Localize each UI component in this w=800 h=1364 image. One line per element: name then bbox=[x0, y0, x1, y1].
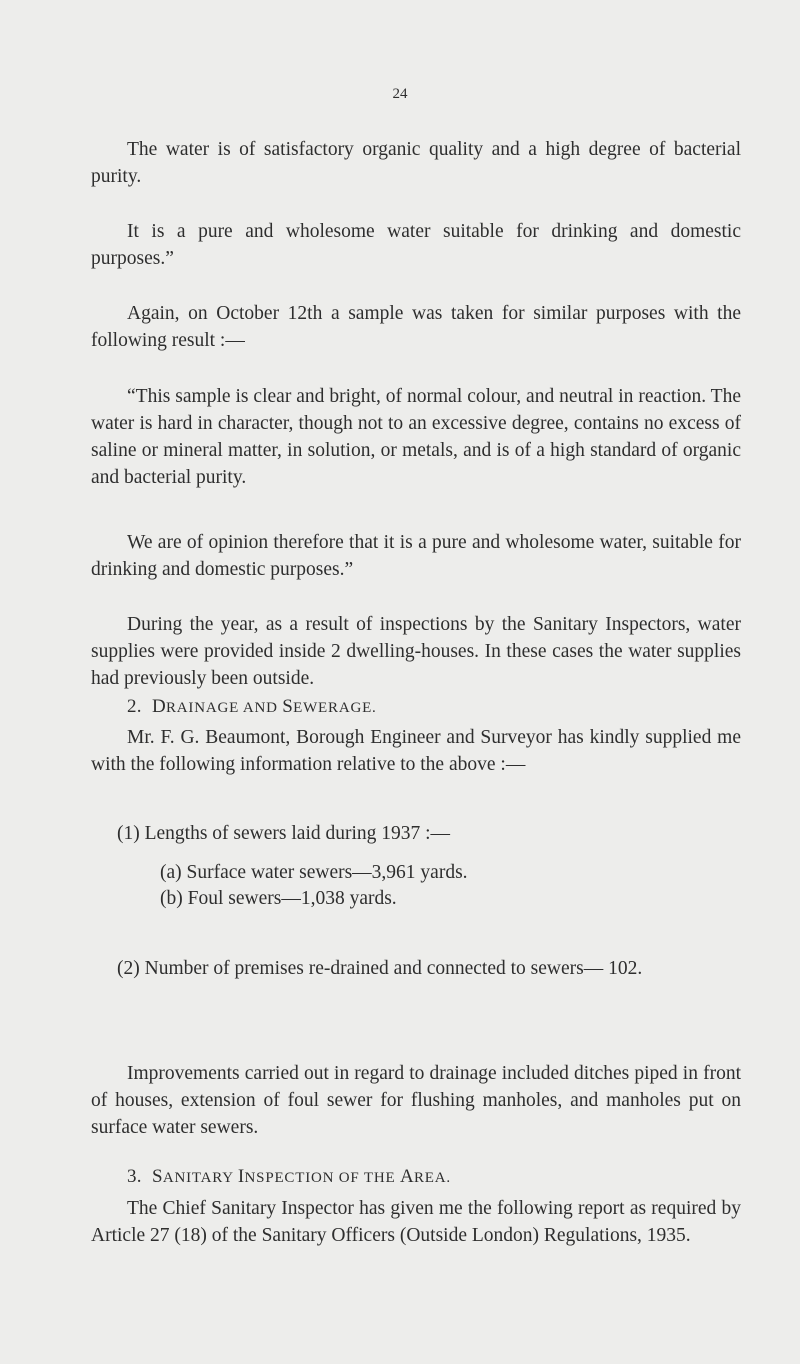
paragraph-wholesome: It is a pure and wholesome water suitable for drinking and domestic purposes.” bbox=[91, 221, 741, 269]
page-number: 24 bbox=[392, 86, 408, 102]
list-item-premises: (2) Number of premises re-drained and connected to sewers— 102. bbox=[117, 958, 643, 979]
section-heading-drainage: 2. DRAINAGE AND SEWERAGE. bbox=[127, 696, 377, 717]
list-item-sewer-lengths: (1) Lengths of sewers laid during 1937 :— bbox=[117, 823, 451, 844]
list-subitem-foul-sewers: (b) Foul sewers—1,038 yards. bbox=[160, 888, 397, 909]
section-number: 2. bbox=[127, 696, 142, 717]
paragraph-sample-result: “This sample is clear and bright, of normal colour, and neutral in reaction. The water is hard in character, though not to an excessive degree, contains no excess of saline or mineral matter, in solution, or metals, and is of a high standard of organic and bacterial purity. bbox=[91, 386, 741, 488]
paragraph-chief-inspector: The Chief Sanitary Inspector has given me the following report as required by Article 27 (18) of the Sanitary Officers (Outside London) Regulations, 1935. bbox=[91, 1198, 741, 1246]
paragraph-inspections: During the year, as a result of inspections by the Sanitary Inspectors, water supplies were provided inside 2 dwelling-houses. In these cases the water supplies had previously been outside. bbox=[91, 614, 741, 689]
paragraph-engineer: Mr. F. G. Beaumont, Borough Engineer and Surveyor has kindly supplied me with the following information relative to the above :— bbox=[91, 727, 741, 775]
paragraph-opinion: We are of opinion therefore that it is a pure and wholesome water, suitable for drinking and domestic purposes.” bbox=[91, 532, 741, 580]
paragraph-october-sample: Again, on October 12th a sample was taken for similar purposes with the following result :— bbox=[91, 303, 741, 351]
paragraph-water-quality: The water is of satisfactory organic quality and a high degree of bacterial purity. bbox=[91, 139, 741, 187]
section-number: 3. bbox=[127, 1166, 142, 1187]
list-subitem-surface-water: (a) Surface water sewers—3,961 yards. bbox=[160, 862, 468, 883]
paragraph-improvements: Improvements carried out in regard to drainage included ditches piped in front of houses, extension of foul sewer for flushing manholes, and manholes put on surface water sewers. bbox=[91, 1063, 741, 1138]
section-heading-sanitary-inspection: 3. SANITARY INSPECTION OF THE AREA. bbox=[127, 1166, 451, 1187]
